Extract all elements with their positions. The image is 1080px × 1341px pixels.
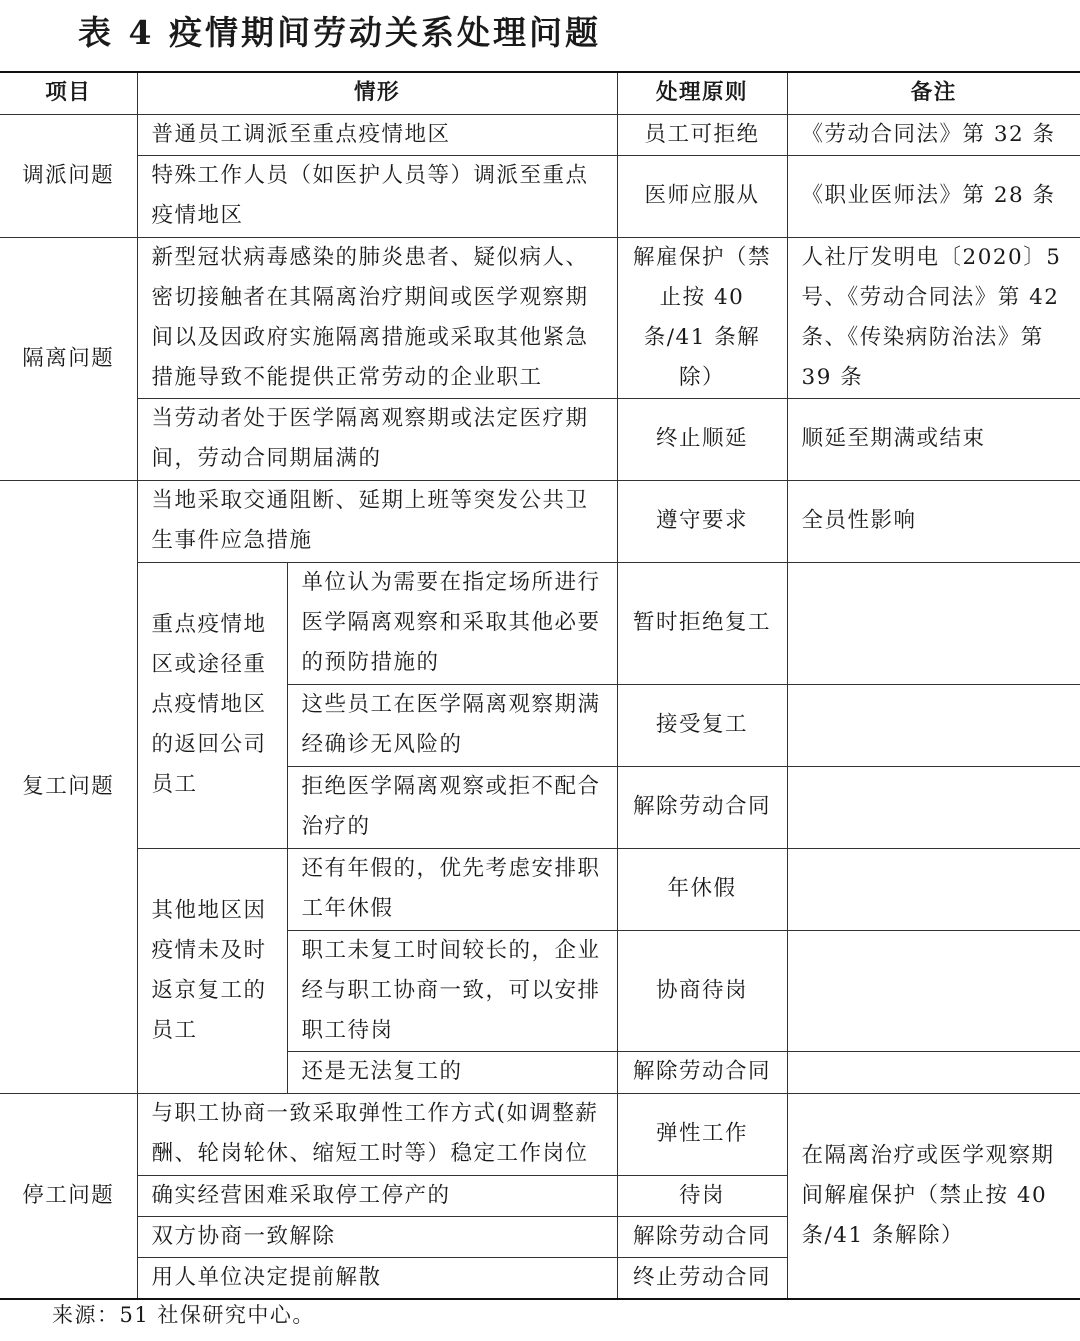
table-row <box>0 1093 1080 1175</box>
principle-cell: 接受复工 <box>617 684 787 766</box>
principle-cell: 终止顺延 <box>617 398 787 480</box>
header-note: 备注 <box>787 72 1080 114</box>
labor-relations-table <box>0 71 1080 1300</box>
principle-cell: 终止劳动合同 <box>617 1257 787 1299</box>
principle-cell: 员工可拒绝 <box>617 114 787 155</box>
situation-cell: 新型冠状病毒感染的肺炎患者、疑似病人、密切接触者在其隔离治疗期间或医学观察期间以及因政府实施隔离措施或采取其他紧急措施导致不能提供正常劳动的企业职工 <box>137 237 617 398</box>
principle-cell: 解除劳动合同 <box>617 1216 787 1257</box>
principle-cell: 解除劳动合同 <box>617 766 787 848</box>
source-note: 来源：51 社保研究中心。 <box>52 1303 315 1327</box>
principle-cell: 暂时拒绝复工 <box>617 562 787 684</box>
situation-cell: 职工未复工时间较长的，企业经与职工协商一致，可以安排职工待岗 <box>287 930 617 1051</box>
table-header-row <box>0 72 1080 114</box>
group-cell: 其他地区因疫情未及时返京复工的员工 <box>137 848 287 1093</box>
principle-cell: 医师应服从 <box>617 155 787 237</box>
table-row <box>0 237 1080 398</box>
table-row <box>0 155 1080 237</box>
principle-cell: 解雇保护（禁止按 40 条/41 条解除） <box>617 237 787 398</box>
header-principle: 处理原则 <box>617 72 787 114</box>
note-cell <box>787 1051 1080 1093</box>
table-row <box>0 114 1080 155</box>
principle-cell: 遵守要求 <box>617 480 787 562</box>
note-cell: 《劳动合同法》第 32 条 <box>787 114 1080 155</box>
note-cell <box>787 848 1080 930</box>
situation-cell: 拒绝医学隔离观察或拒不配合治疗的 <box>287 766 617 848</box>
note-cell <box>787 766 1080 848</box>
group-cell: 重点疫情地区或途径重点疫情地区的返回公司员工 <box>137 562 287 848</box>
situation-cell: 用人单位决定提前解散 <box>137 1257 617 1299</box>
note-cell: 人社厅发明电〔2020〕5 号、《劳动合同法》第 42 条、《传染病防治法》第 39 条 <box>787 237 1080 398</box>
situation-cell: 还有年假的，优先考虑安排职工年休假 <box>287 848 617 930</box>
note-cell <box>787 562 1080 684</box>
note-cell: 全员性影响 <box>787 480 1080 562</box>
principle-cell: 弹性工作 <box>617 1093 787 1175</box>
principle-cell: 待岗 <box>617 1175 787 1216</box>
category-isolation: 隔离问题 <box>0 237 137 480</box>
situation-cell: 当地采取交通阻断、延期上班等突发公共卫生事件应急措施 <box>137 480 617 562</box>
table-row <box>0 848 1080 930</box>
principle-cell: 协商待岗 <box>617 930 787 1051</box>
situation-cell: 这些员工在医学隔离观察期满经确诊无风险的 <box>287 684 617 766</box>
header-item: 项目 <box>0 72 137 114</box>
situation-cell: 单位认为需要在指定场所进行医学隔离观察和采取其他必要的预防措施的 <box>287 562 617 684</box>
table-row <box>0 480 1080 562</box>
situation-cell: 当劳动者处于医学隔离观察期或法定医疗期间，劳动合同期届满的 <box>137 398 617 480</box>
note-cell <box>787 684 1080 766</box>
situation-cell: 特殊工作人员（如医护人员等）调派至重点疫情地区 <box>137 155 617 237</box>
note-cell: 《职业医师法》第 28 条 <box>787 155 1080 237</box>
table-row <box>0 398 1080 480</box>
category-dispatch: 调派问题 <box>0 114 137 237</box>
principle-cell: 年休假 <box>617 848 787 930</box>
table-title: 表 4 疫情期间劳动关系处理问题 <box>78 13 601 52</box>
category-suspend: 停工问题 <box>0 1093 137 1299</box>
principle-cell: 解除劳动合同 <box>617 1051 787 1093</box>
situation-cell: 确实经营困难采取停工停产的 <box>137 1175 617 1216</box>
note-cell: 顺延至期满或结束 <box>787 398 1080 480</box>
situation-cell: 双方协商一致解除 <box>137 1216 617 1257</box>
note-cell: 在隔离治疗或医学观察期间解雇保护（禁止按 40 条/41 条解除） <box>787 1093 1080 1299</box>
table-row <box>0 562 1080 684</box>
situation-cell: 与职工协商一致采取弹性工作方式(如调整薪酬、轮岗轮休、缩短工时等）稳定工作岗位 <box>137 1093 617 1175</box>
note-cell <box>787 930 1080 1051</box>
situation-cell: 还是无法复工的 <box>287 1051 617 1093</box>
category-resume: 复工问题 <box>0 480 137 1093</box>
header-situation: 情形 <box>137 72 617 114</box>
situation-cell: 普通员工调派至重点疫情地区 <box>137 114 617 155</box>
